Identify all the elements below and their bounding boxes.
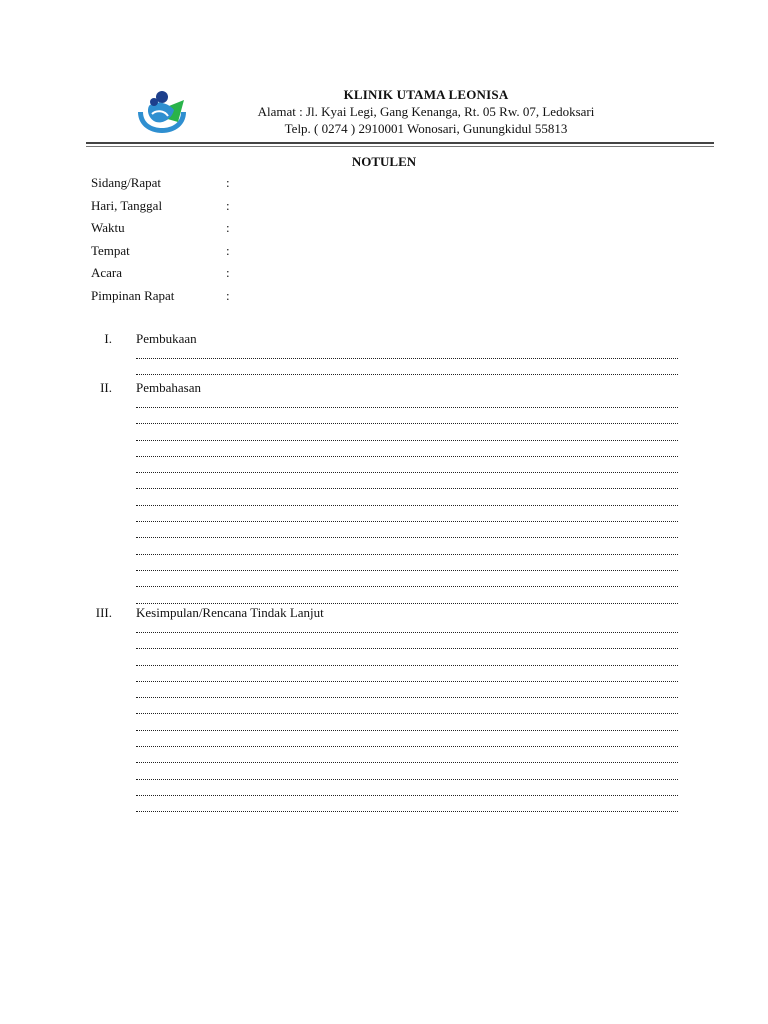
field-colon: : — [226, 242, 230, 258]
section-number: I. — [104, 331, 112, 346]
dotted-line — [136, 510, 678, 526]
dotted-line — [136, 543, 678, 559]
dotted-line — [136, 800, 678, 816]
dotted-line — [136, 751, 678, 767]
dotted-line — [136, 477, 678, 493]
field-colon: : — [226, 220, 230, 235]
dotted-lines — [0, 396, 768, 608]
dotted-line — [136, 670, 678, 686]
dotted-line — [136, 637, 678, 653]
dotted-line — [136, 347, 678, 363]
dotted-line — [136, 445, 678, 461]
dotted-lines — [0, 347, 768, 380]
dotted-line — [136, 494, 678, 510]
section-heading — [0, 331, 768, 347]
dotted-lines — [0, 621, 768, 817]
field-label: Waktu — [91, 220, 125, 235]
section-number: III. — [95, 605, 112, 620]
dotted-line — [136, 429, 678, 445]
dotted-line — [136, 654, 678, 670]
clinic-name: KLINIK UTAMA LEONISA — [343, 87, 509, 102]
dotted-line — [136, 363, 678, 379]
field-colon: : — [226, 197, 230, 213]
section-title: Pembukaan — [136, 331, 197, 346]
field-label: Pimpinan Rapat — [91, 287, 175, 303]
section-title: Pembahasan — [136, 380, 201, 395]
letterhead — [200, 86, 652, 137]
dotted-line — [136, 719, 678, 735]
document-title: NOTULEN — [351, 154, 417, 169]
section-heading — [0, 605, 768, 621]
section-kesimpulan — [0, 605, 768, 817]
dotted-line — [136, 784, 678, 800]
dotted-line — [136, 461, 678, 477]
section-number: II. — [100, 380, 112, 395]
dotted-line — [136, 702, 678, 718]
dotted-line — [136, 526, 678, 542]
section-title: Kesimpulan/Rencana Tindak Lanjut — [136, 605, 324, 620]
dotted-line — [136, 412, 678, 428]
clinic-address: Alamat : Jl. Kyai Legi, Gang Kenanga, Rt. 05 Rw. 07, Ledoksari — [257, 104, 595, 119]
dotted-line — [136, 686, 678, 702]
header-divider-thick — [86, 142, 714, 144]
field-label: Hari, Tanggal — [91, 197, 163, 213]
field-label: Sidang/Rapat — [91, 175, 162, 190]
field-label: Acara — [91, 265, 123, 280]
dotted-line — [136, 621, 678, 637]
section-pembahasan — [0, 380, 768, 608]
field-colon: : — [226, 265, 230, 280]
field-label: Tempat — [91, 242, 130, 258]
dotted-line — [136, 559, 678, 575]
field-colon: : — [226, 287, 230, 303]
dotted-line — [136, 575, 678, 591]
dotted-line — [136, 396, 678, 412]
header-divider-thin — [86, 146, 714, 147]
dotted-line — [136, 768, 678, 784]
field-colon: : — [226, 175, 230, 190]
dotted-line — [136, 735, 678, 751]
clinic-logo-icon — [134, 88, 190, 134]
section-heading — [0, 380, 768, 396]
section-pembukaan — [0, 331, 768, 380]
clinic-phone: Telp. ( 0274 ) 2910001 Wonosari, Gunungkidul 55813 — [284, 121, 568, 136]
